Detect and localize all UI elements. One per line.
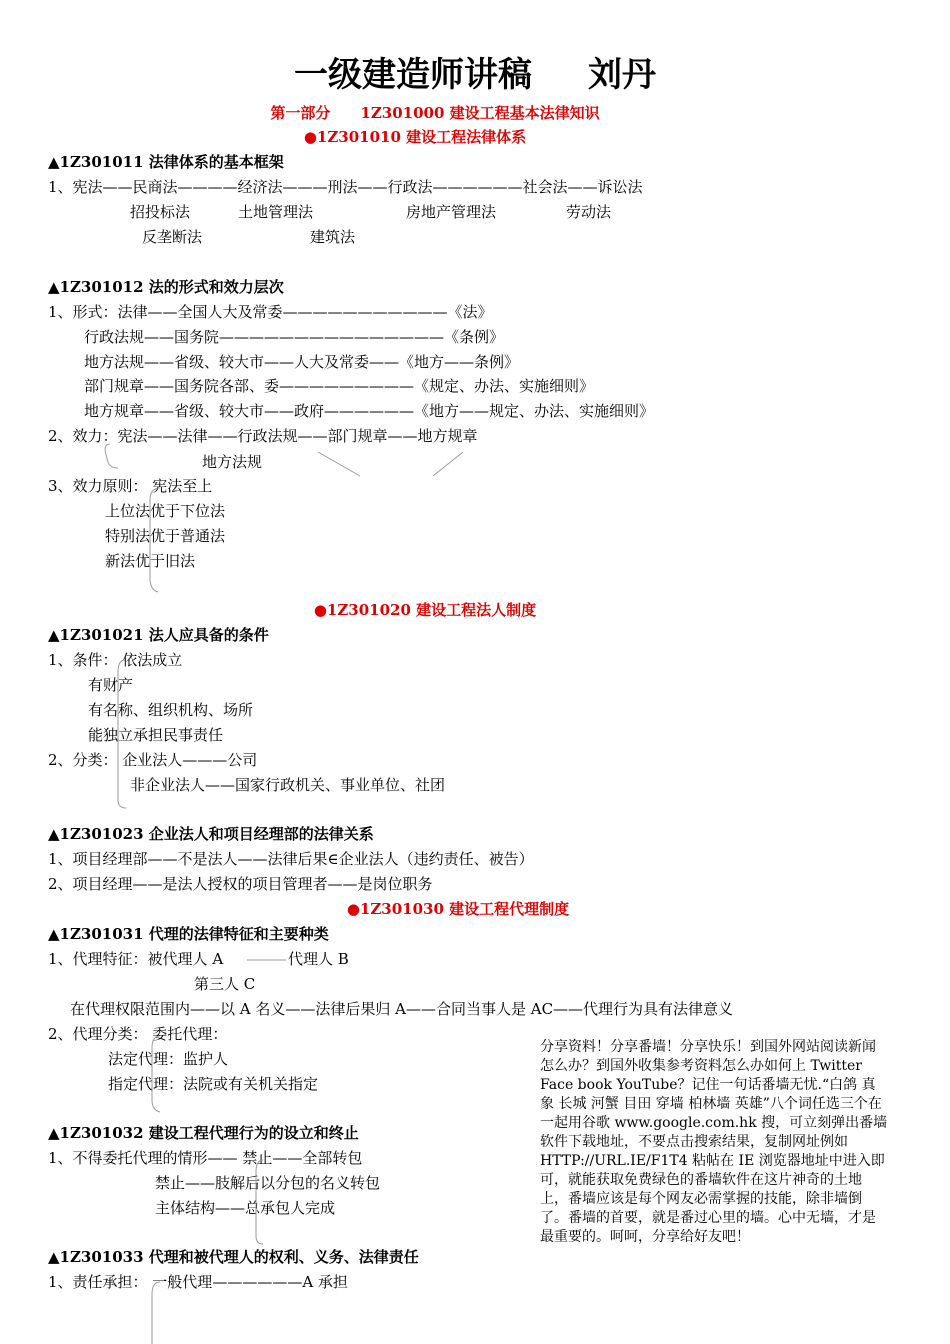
chapter-heading: ●1Z301030 建设工程代理制度 — [346, 900, 570, 918]
text-line: 行政法规——国务院———————————————《条例》 — [84, 328, 505, 346]
text-line: 房地产管理法 — [406, 203, 497, 221]
document-title — [0, 52, 950, 98]
text-line: 建筑法 — [310, 228, 356, 246]
part-heading: 第一部分 1Z301000 建设工程基本法律知识 — [270, 104, 600, 122]
text-line: 在代理权限范围内——以 A 名义——法律后果归 A——合同当事人是 AC——代理行为具有法律意义 — [70, 1000, 734, 1018]
text-line: 1、不得委托代理的情形—— 禁止——全部转包 — [48, 1149, 363, 1167]
section-heading: ▲1Z301032 建设工程代理行为的设立和终止 — [48, 1124, 359, 1142]
text-line: 1、代理特征：被代理人 A — [48, 950, 224, 968]
text-line: 禁止——肢解后以分包的名义转包 — [155, 1174, 381, 1192]
text-line: 法定代理：监护人 — [108, 1050, 229, 1068]
text-line: 劳动法 — [566, 203, 612, 221]
chapter-heading: ●1Z301020 建设工程法人制度 — [313, 601, 537, 619]
text-line: 反垄断法 — [142, 228, 203, 246]
text-line: 部门规章——国务院各部、委—————————《规定、办法、实施细则》 — [84, 377, 595, 395]
text-line: 1、形式：法律——全国人大及常委———————————《法》 — [48, 303, 493, 321]
bracket — [105, 444, 118, 468]
text-line: 有财产 — [88, 676, 134, 694]
text-line: 第三人 C — [194, 975, 256, 993]
text-line: 地方法规 — [202, 453, 263, 471]
text-line: 非企业法人——国家行政机关、事业单位、社团 — [130, 776, 446, 794]
text-line: 上位法优于下位法 — [105, 502, 226, 520]
text-line: 1、责任承担： 一般代理——————A 承担 — [48, 1273, 348, 1291]
text-line: 指定代理：法院或有关机关指定 — [108, 1075, 319, 1093]
text-line: 1、条件： 依法成立 — [48, 651, 183, 669]
section-heading: ▲1Z301033 代理和被代理人的权利、义务、法律责任 — [48, 1248, 419, 1266]
connector-line — [433, 452, 463, 476]
section-heading: ▲1Z301023 企业法人和项目经理部的法律关系 — [48, 825, 374, 843]
title-author: 刘丹 — [588, 55, 656, 95]
text-line: 3、效力原则： 宪法至上 — [48, 477, 213, 495]
text-line: 1、项目经理部——不是法人——法律后果∈企业法人（违约责任、被告） — [48, 850, 534, 868]
share-note: 分享资料！分享番墙！分享快乐！到国外网站阅读新闻怎么办？到国外收集参考资料怎么办如何上 Twitter Face book YouTube？记住一句话番墙无忧.“白鸽 真象 长城 河蟹 目田 穿墙 柏林墙 英雄”八个词任选三个在一起用谷歌 www.google.com.hk 搜，可立刻弹出番墙软件下载地址，不要点击搜索结果，复制网址例如 HTTP://URL.IE/F1T4 粘帖在 IE 浏览器地址中进入即可，就能获取免费绿色的番墙软件在这片神奇的土地上，番墙应该是每个网友必需掌握的技能，除非墙倒了。番墙的首要，就是番过心里的墙。心中无墙，才是最重要的。呵呵，分享给好友吧！ — [540, 1039, 888, 1245]
text-line: 新法优于旧法 — [105, 552, 196, 570]
text-line: 2、效力：宪法——法律——行政法规——部门规章——地方规章 — [48, 427, 478, 445]
connector-line — [318, 452, 360, 476]
text-line: 主体结构——总承包人完成 — [155, 1199, 336, 1217]
text-line: 特别法优于普通法 — [105, 527, 226, 545]
text-line: 能独立承担民事责任 — [88, 726, 224, 744]
text-line: 2、代理分类： 委托代理： — [48, 1025, 228, 1043]
text-line: 地方法规——省级、较大市——人大及常委——《地方——条例》 — [84, 353, 520, 371]
chapter-heading: ●1Z301010 建设工程法律体系 — [303, 128, 527, 146]
text-line: 2、分类： 企业法人———公司 — [48, 751, 258, 769]
text-line: 代理人 B — [288, 950, 349, 968]
text-line: 有名称、组织机构、场所 — [88, 701, 254, 719]
title-main: 一级建造师讲稿 — [294, 55, 532, 95]
text-line: 1、宪法——民商法————经济法———刑法——行政法——————社会法——诉讼法 — [48, 178, 643, 196]
section-heading: ▲1Z301021 法人应具备的条件 — [48, 626, 269, 644]
text-line: 2、项目经理——是法人授权的项目管理者——是岗位职务 — [48, 875, 433, 893]
section-heading: ▲1Z301012 法的形式和效力层次 — [48, 278, 284, 296]
text-line: 土地管理法 — [238, 203, 314, 221]
section-heading: ▲1Z301031 代理的法律特征和主要种类 — [48, 925, 329, 943]
text-line: 地方规章——省级、较大市——政府——————《地方——规定、办法、实施细则》 — [84, 402, 655, 420]
text-line: 招投标法 — [130, 203, 191, 221]
section-heading: ▲1Z301011 法律体系的基本框架 — [48, 153, 284, 171]
